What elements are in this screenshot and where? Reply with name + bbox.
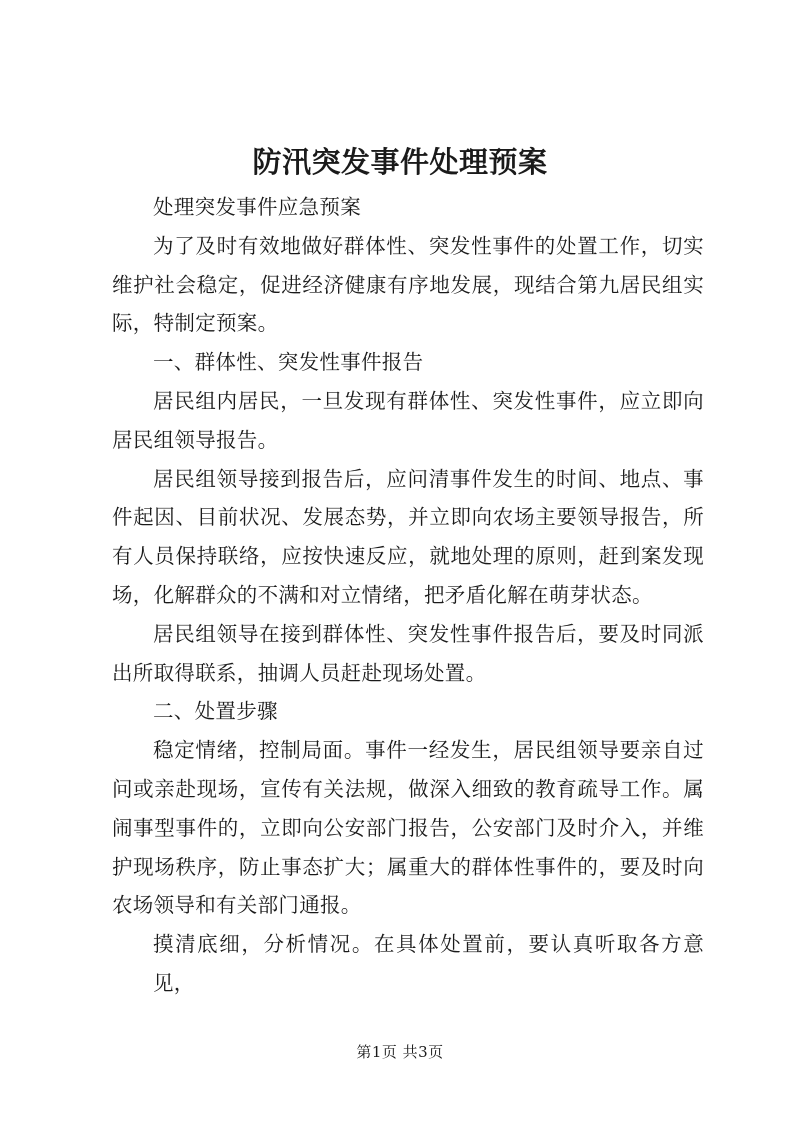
paragraph-line: 维护社会稳定，促进经济健康有序地发展，现结合第九居民组实 <box>112 272 704 297</box>
paragraph <box>112 615 704 693</box>
paragraph-line: 场，化解群众的不满和对立情绪，把矛盾化解在萌芽状态。 <box>112 582 653 607</box>
paragraph-line: 居民组内居民，一旦发现有群体性、突发性事件，应立即向 <box>153 388 704 413</box>
paragraph <box>112 731 704 925</box>
paragraph-line: 居民组领导接到报告后，应问清事件发生的时间、地点、事 <box>153 466 704 491</box>
paragraph-line: 出所取得联系，抽调人员赶赴现场处置。 <box>112 660 487 685</box>
paragraph <box>112 460 704 615</box>
paragraph-line: 护现场秩序，防止事态扩大；属重大的群体性事件的，要及时向 <box>112 854 704 879</box>
page-footer: 第1页 共3页 <box>356 1043 444 1061</box>
paragraph-line: 际，特制定预案。 <box>112 311 279 336</box>
paragraph-line: 问或亲赴现场，宣传有关法规，做深入细致的教育疏导工作。属 <box>112 776 704 801</box>
paragraph-line: 稳定情绪，控制局面。事件一经发生，居民组领导要亲自过 <box>153 738 704 763</box>
paragraph-line: 农场领导和有关部门通报。 <box>112 893 362 918</box>
paragraph-line: 二、处置步骤 <box>153 699 278 724</box>
document-body <box>112 188 704 1003</box>
paragraph <box>112 925 704 1003</box>
paragraph-line: 有人员保持联络，应按快速反应，就地处理的原则，赶到案发现 <box>112 544 704 569</box>
paragraph <box>112 382 704 460</box>
paragraph-line: 为了及时有效地做好群体性、突发性事件的处置工作，切实 <box>153 233 704 258</box>
paragraph-line: 闹事型事件的，立即向公安部门报告，公安部门及时介入，并维 <box>112 815 704 840</box>
paragraph-line: 居民组领导报告。 <box>112 427 279 452</box>
paragraph <box>112 692 704 731</box>
paragraph <box>112 188 704 227</box>
paragraph <box>112 227 704 343</box>
paragraph-line: 处理突发事件应急预案 <box>153 195 361 219</box>
paragraph-line: 一、群体性、突发性事件报告 <box>153 350 424 375</box>
paragraph-line: 摸清底细，分析情况。在具体处置前，要认真听取各方意见， <box>153 932 704 995</box>
paragraph-line: 居民组领导在接到群体性、突发性事件报告后，要及时同派 <box>153 621 704 646</box>
paragraph <box>112 343 704 382</box>
document-title: 防汛突发事件处理预案 <box>252 145 548 179</box>
paragraph-line: 件起因、目前状况、发展态势，并立即向农场主要领导报告，所 <box>112 505 704 530</box>
